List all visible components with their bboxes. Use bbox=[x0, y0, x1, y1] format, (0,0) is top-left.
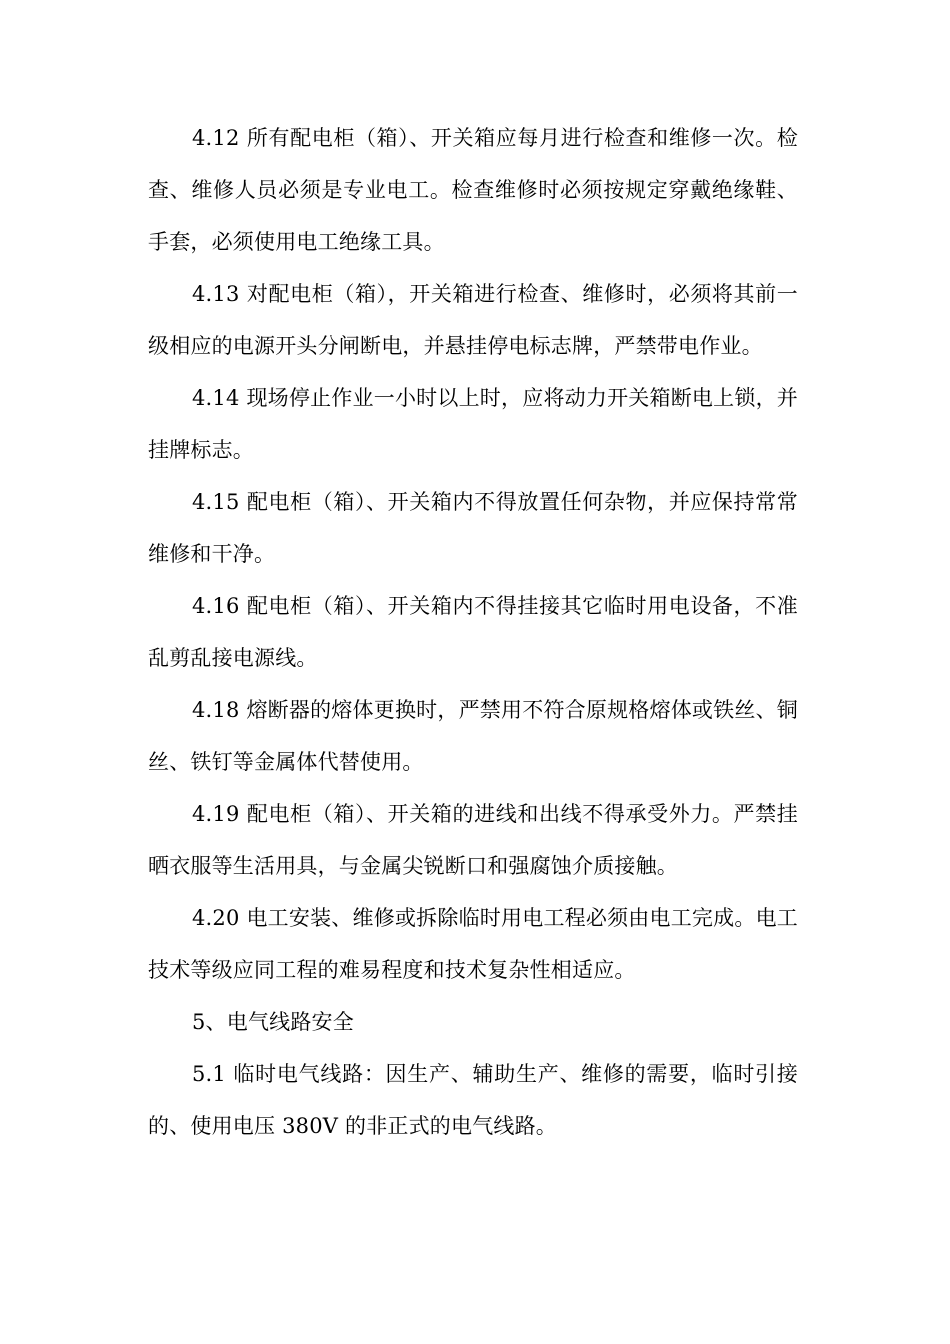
paragraph-4-14: 4.14 现场停止作业一小时以上时，应将动力开关箱断电上锁，并挂牌标志。 bbox=[148, 386, 798, 462]
document-body bbox=[148, 112, 798, 1152]
paragraph-5-1: 5.1 临时电气线路：因生产、辅助生产、维修的需要，临时引接的、使用电压 380V 的非正式的电气线路。 bbox=[148, 1062, 798, 1138]
paragraph-4-15: 4.15 配电柜（箱）、开关箱内不得放置任何杂物，并应保持常常维修和干净。 bbox=[148, 490, 798, 566]
paragraph-4-18: 4.18 熔断器的熔体更换时，严禁用不符合原规格熔体或铁丝、铜丝、铁钉等金属体代替使用。 bbox=[148, 698, 798, 774]
paragraph-4-16: 4.16 配电柜（箱）、开关箱内不得挂接其它临时用电设备，不准乱剪乱接电源线。 bbox=[148, 594, 798, 670]
paragraph-4-20: 4.20 电工安装、维修或拆除临时用电工程必须由电工完成。电工技术等级应同工程的难易程度和技术复杂性相适应。 bbox=[148, 906, 798, 982]
paragraph-4-13: 4.13 对配电柜（箱），开关箱进行检查、维修时，必须将其前一级相应的电源开头分闸断电，并悬挂停电标志牌，严禁带电作业。 bbox=[148, 282, 798, 358]
section-heading-5: 5、电气线路安全 bbox=[192, 1010, 354, 1034]
paragraph-4-12: 4.12 所有配电柜（箱）、开关箱应每月进行检查和维修一次。检查、维修人员必须是专业电工。检查维修时必须按规定穿戴绝缘鞋、手套，必须使用电工绝缘工具。 bbox=[148, 126, 798, 254]
paragraph-4-19: 4.19 配电柜（箱）、开关箱的进线和出线不得承受外力。严禁挂晒衣服等生活用具，与金属尖锐断口和强腐蚀介质接触。 bbox=[148, 802, 798, 878]
